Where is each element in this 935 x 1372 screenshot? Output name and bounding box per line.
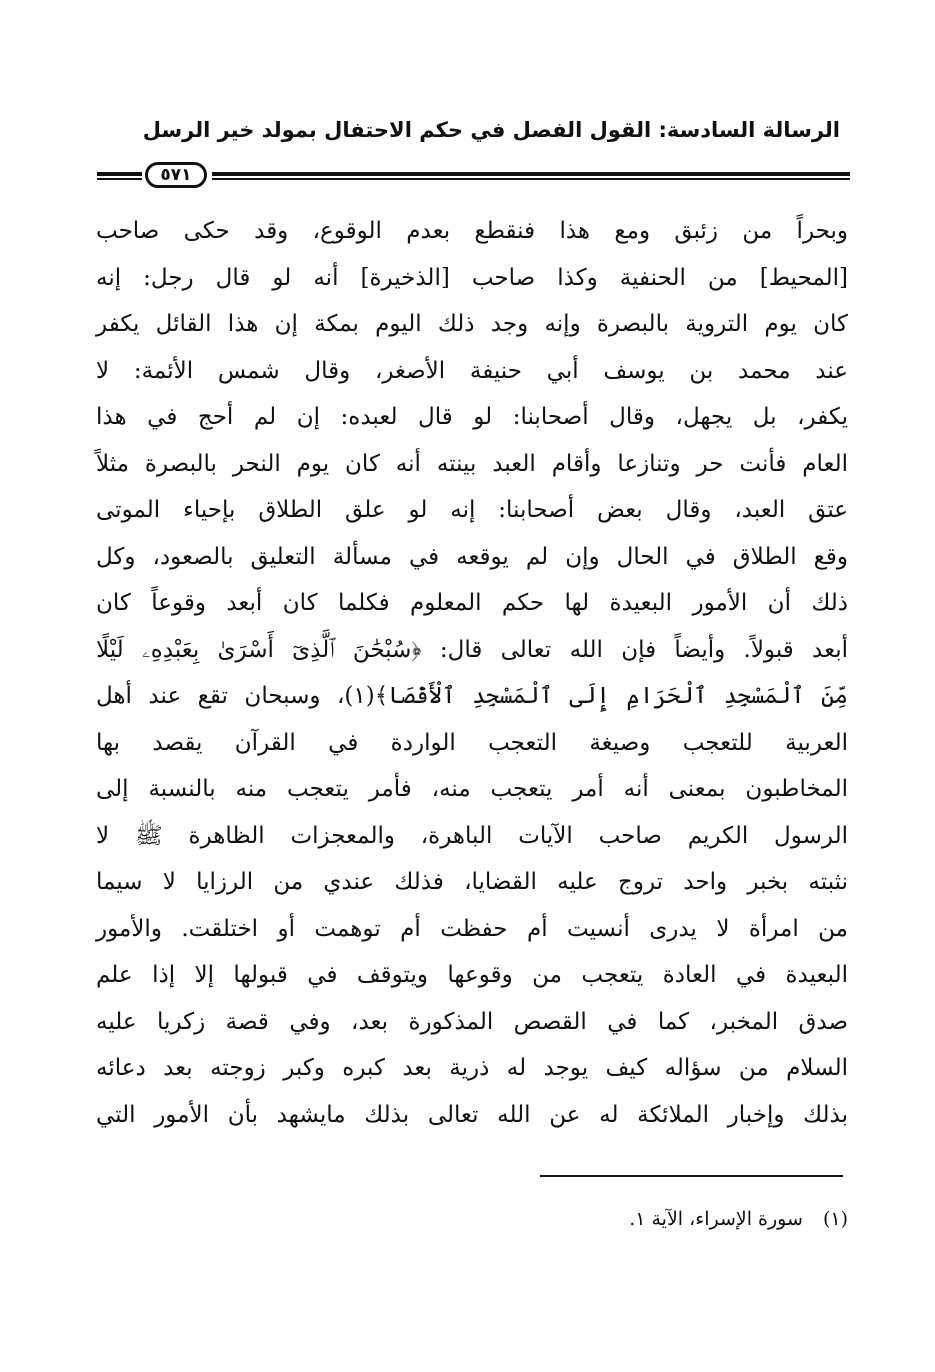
footnote-marker: (١) <box>822 1208 848 1230</box>
text-line: وقع الطلاق في الحال وإن لم يوقعه في مسألة التعليق بالصعود، وكل <box>96 543 848 570</box>
text-line: [المحيط] من الحنفية وكذا صاحب [الذخيرة] أنه لو قال رجل: إنه <box>96 264 848 291</box>
text-line: البعيدة في العادة يتعجب من وقوعها ويتوقف في قبولها إلا إذا علم <box>96 962 848 988</box>
text-line: بذلك وإخبار الملائكة له عن الله تعالى بذلك مايشهد بأن الأمور التي <box>96 1101 848 1128</box>
header-rule-left <box>97 172 142 180</box>
header-rule-right <box>212 172 850 180</box>
text-line: وبحراً من زئبق ومع هذا فنقطع بعدم الوقوع، وقد حكى صاحب <box>96 218 848 244</box>
text-line: يكفر، بل يجهل، وقال أصحابنا: لو قال لعبده: إن لم أحج في هذا <box>96 404 848 430</box>
footnote-rule <box>540 1175 843 1177</box>
text-line: أبعد قبولاً. وأيضاً فإن الله تعالى قال: ﴿سُبْحَٰنَ ٱلَّذِىٓ أَسْرَىٰ بِعَبْدِهِۦ لَيْلًا <box>96 636 848 663</box>
text-line: عتق العبد، وقال بعض أصحابنا: إنه لو علق الطلاق بإحياء الموتى <box>96 497 848 523</box>
text-line: مِّنَ ٱلْمَسْجِدِ ٱلْحَرَامِ إِلَى ٱلْمَسْجِدِ ٱلْأَقْصَا﴾(١)، وسبحان تقع عند أهل <box>96 683 849 709</box>
body-text <box>96 208 848 1138</box>
text-line: عند محمد بن يوسف أبي حنيفة الأصغر، وقال شمس الأئمة: لا <box>96 357 848 384</box>
footnote-text: سورة الإسراء، الآية ١. <box>629 1208 803 1230</box>
footnote <box>440 1208 848 1230</box>
text-line: العام فأنت حر وتنازعا وأقام العبد بينته أنه كان يوم النحر بالبصرة مثلاً <box>96 450 848 477</box>
text-line: كان يوم التروية بالبصرة وإنه وجد ذلك اليوم بمكة إن هذا القائل يكفر <box>96 311 848 337</box>
text-line: الرسول الكريم صاحب الآيات الباهرة، والمعجزات الظاهرة ﷺ لا <box>96 822 848 849</box>
header-rule <box>97 162 850 190</box>
text-line: المخاطبون بمعنى أنه أمر يتعجب منه، فأمر يتعجب منه بالنسبة إلى <box>96 776 848 802</box>
text-line: صدق المخبر، كما في القصص المذكورة بعد، وفي قصة زكريا عليه <box>96 1008 848 1035</box>
text-line: من امرأة لا يدرى أنسيت أم حفظت أم توهمت أو اختلقت. والأمور <box>96 915 848 942</box>
running-title: الرسالة السادسة: القول الفصل في حكم الاحتفال بمولد خير الرسل <box>142 118 840 142</box>
text-line: ذلك أن الأمور البعيدة لها حكم المعلوم فكلما كان أبعد وقوعاً كان <box>96 590 848 616</box>
text-line: العربية للتعجب وصيغة التعجب الواردة في القرآن يقصد بها <box>96 729 848 756</box>
page-number: ٥٧١ <box>145 162 207 188</box>
text-line: نثبته بخبر واحد تروج عليه القضايا، فذلك عندي من الرزايا لا سيما <box>96 869 848 895</box>
text-line: السلام من سؤاله كيف يوجد له ذرية بعد كبره وكبر زوجته بعد دعائه <box>96 1055 848 1081</box>
